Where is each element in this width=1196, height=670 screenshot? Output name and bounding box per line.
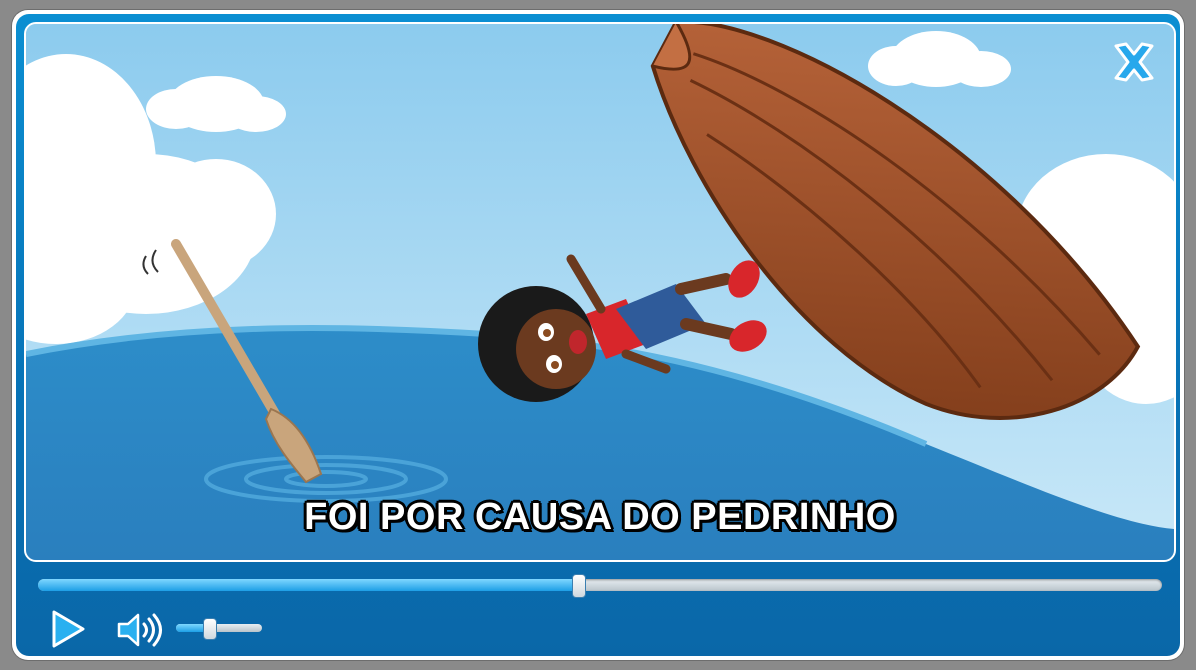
play-button[interactable] xyxy=(50,609,86,649)
subtitle-text: FOI POR CAUSA DO PEDRINHO xyxy=(304,496,896,538)
volume-handle[interactable] xyxy=(203,618,217,640)
progress-handle[interactable] xyxy=(572,574,586,598)
volume-button[interactable] xyxy=(116,612,164,648)
video-player xyxy=(16,14,1180,656)
progress-bar[interactable] xyxy=(38,579,1162,591)
volume-slider[interactable] xyxy=(176,624,262,632)
progress-fill xyxy=(38,579,578,591)
player-window xyxy=(12,10,1184,660)
close-icon xyxy=(1108,36,1160,88)
close-button[interactable] xyxy=(1108,36,1160,88)
scene-illustration xyxy=(26,24,1174,560)
video-stage[interactable] xyxy=(24,22,1176,562)
play-icon xyxy=(50,609,86,649)
volume-icon xyxy=(116,612,164,648)
